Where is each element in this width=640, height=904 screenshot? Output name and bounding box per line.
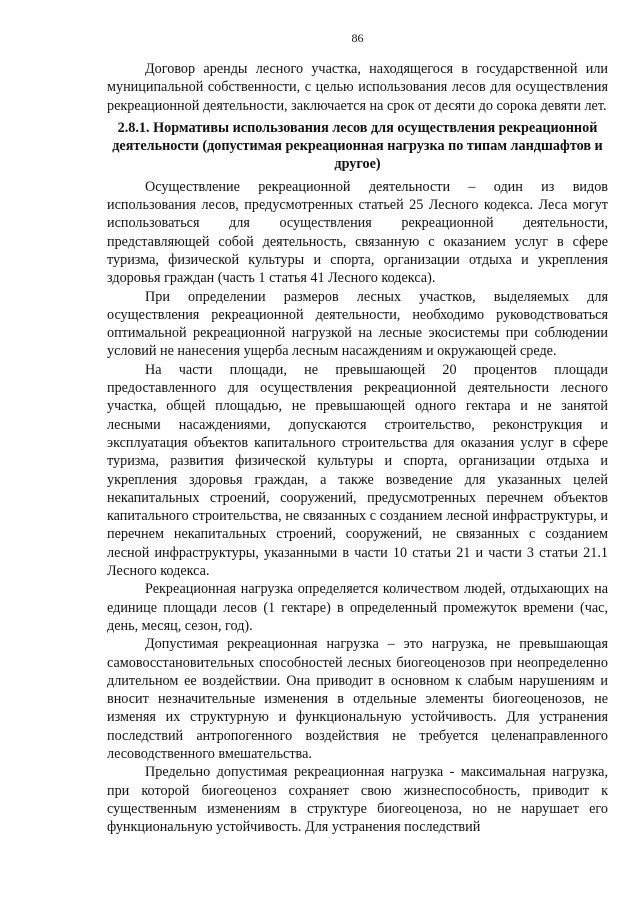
body-paragraph: Осуществление рекреационной деятельности – один из видов использования лесов, предусмотренных статьей 25 Лесного кодекса. Леса могут использоваться для осуществления рекреационной деятельности, представляющей собой деятельность, связанную с оказанием услуг в сфере туризма, физической культуры и спорта, организации отдыха и укрепления здоровья граждан (часть 1 статья 41 Лесного кодекса). (107, 178, 608, 287)
body-paragraph: Допустимая рекреационная нагрузка – это нагрузка, не превышающая самовосстановительных способностей лесных биогеоценозов при неопределенно длительном ее воздействии. Она приводит в основном к слабым нарушениям и вносит незначительные изменения в отдельные элементы биогеоценозов, не изменяя их структурную и функциональную устойчивость. Для устранения последствий антропогенного воздействия не требуется целенаправленного лесоводственного вмешательства. (107, 636, 608, 762)
body-paragraph: На части площади, не превышающей 20 процентов площади предоставленного для осуществления рекреационной деятельности лесного участка, общей площадью, не превышающей одного гектара и не занятой лесными насаждениями, допускаются строительство, реконструкция и эксплуатация объектов капитального строительства для оказания услуг в сфере туризма, развития физической культуры и спорта, организации отдыха и укрепления здоровья граждан, а также возведение для указанных целей некапитальных строений, сооружений, предусмотренных перечнем объектов капитального строительства, не связанных с созданием лесной инфраструктуры, и перечнем некапитальных строений, сооружений, не связанных с созданием лесной инфраструктуры, указанными в части 10 статьи 21 и части 3 статьи 21.1 Лесного кодекса. (107, 361, 608, 580)
intro-paragraph: Договор аренды лесного участка, находящегося в государственной или муниципальной собственности, с целью использования лесов для осуществления рекреационной деятельности, заключается на срок от десяти до сорока девяти лет. (107, 61, 608, 114)
page-number: 86 (351, 31, 364, 45)
section-heading: 2.8.1. Нормативы использования лесов для осуществления рекреационной деятельности (допустимая рекреационная нагрузка по типам ландшафтов и другое) (112, 119, 603, 173)
body-paragraph: Предельно допустимая рекреационная нагрузка - максимальная нагрузка, при которой биогеоценоз сохраняет свою жизнеспособность, приводит к существенным изменениям в структуре биогеоценоза, но не нарушает его функциональную устойчивость. Для устранения последствий (107, 764, 608, 836)
body-paragraph: При определении размеров лесных участков, выделяемых для осуществления рекреационной деятельности, необходимо руководствоваться оптимальной рекреационной нагрузкой на лесные экосистемы при соблюдении условий не нанесения ущерба лесным насаждениям и окружающей среде. (107, 288, 608, 360)
body-paragraph: Рекреационная нагрузка определяется количеством людей, отдыхающих на единице площади лесов (1 гектаре) в определенный промежуток времени (час, день, месяц, сезон, год). (107, 581, 608, 634)
